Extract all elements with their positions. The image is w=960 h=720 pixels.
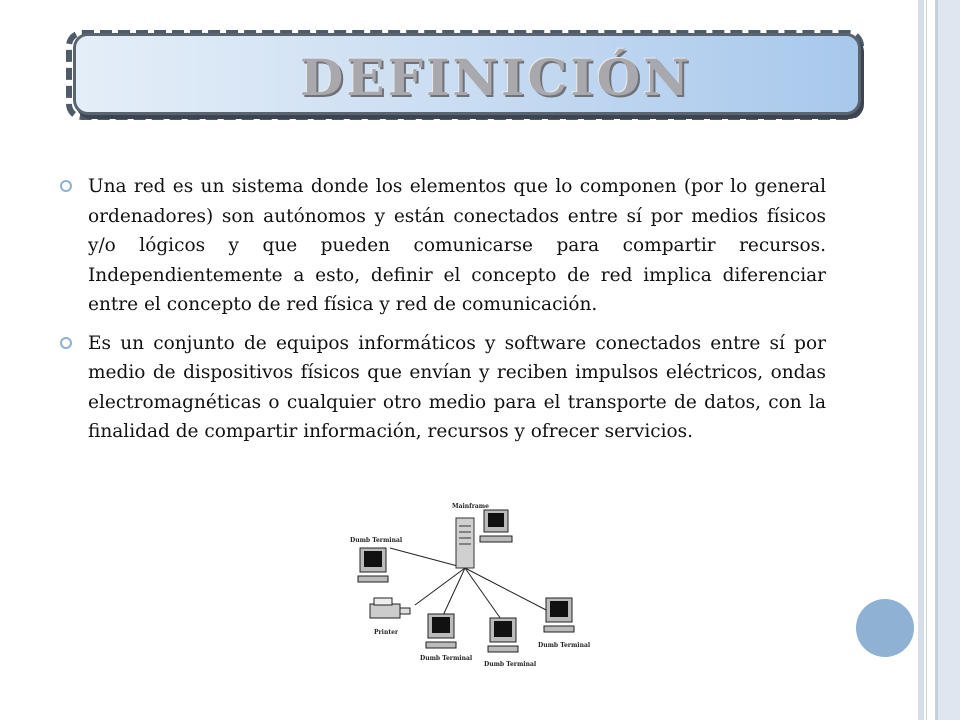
mainframe-label: Mainframe — [452, 503, 489, 510]
side-stripe — [918, 0, 924, 720]
printer-label: Printer — [374, 629, 399, 636]
terminal-icon — [488, 618, 518, 652]
side-stripe — [936, 0, 960, 720]
title-banner — [60, 22, 872, 128]
bullet-item — [60, 329, 826, 447]
bullet-list — [60, 172, 826, 456]
decorative-circle — [856, 599, 914, 657]
terminal-icon — [358, 548, 388, 582]
terminal-label: Dumb Terminal — [350, 537, 403, 544]
terminal-icon — [544, 598, 574, 632]
terminal-label: Dumb Terminal — [484, 661, 537, 668]
slide-title: DEFINICIÓN — [300, 48, 692, 107]
mainframe-icon — [456, 510, 512, 568]
terminal-label: Dumb Terminal — [538, 642, 591, 649]
bullet-circle-icon — [60, 180, 72, 192]
bullet-circle-icon — [60, 337, 72, 349]
bullet-item — [60, 172, 826, 320]
network-diagram — [340, 500, 600, 675]
terminal-icon — [426, 614, 456, 648]
bullet-text: Es un conjunto de equipos informáticos y software conectados entre sí por medio de dispositivos físicos que envían y reciben impulsos eléctricos, ondas electromagnéticas o cualquier otro medio para el transporte de datos, con la finalidad de compartir información, recursos y ofrecer servicios. — [88, 332, 826, 442]
terminal-label: Dumb Terminal — [420, 655, 473, 662]
printer-icon — [370, 598, 410, 618]
side-stripe — [926, 0, 936, 720]
bullet-text: Una red es un sistema donde los elementos que lo componen (por lo general ordenadores) son autónomos y están conectados entre sí por medios físicos y/o lógicos y que pueden comunicarse para compartir recursos. Independientemente a esto, definir el concepto de red implica diferenciar entre el concepto de red física y red de comunicación. — [88, 176, 826, 315]
